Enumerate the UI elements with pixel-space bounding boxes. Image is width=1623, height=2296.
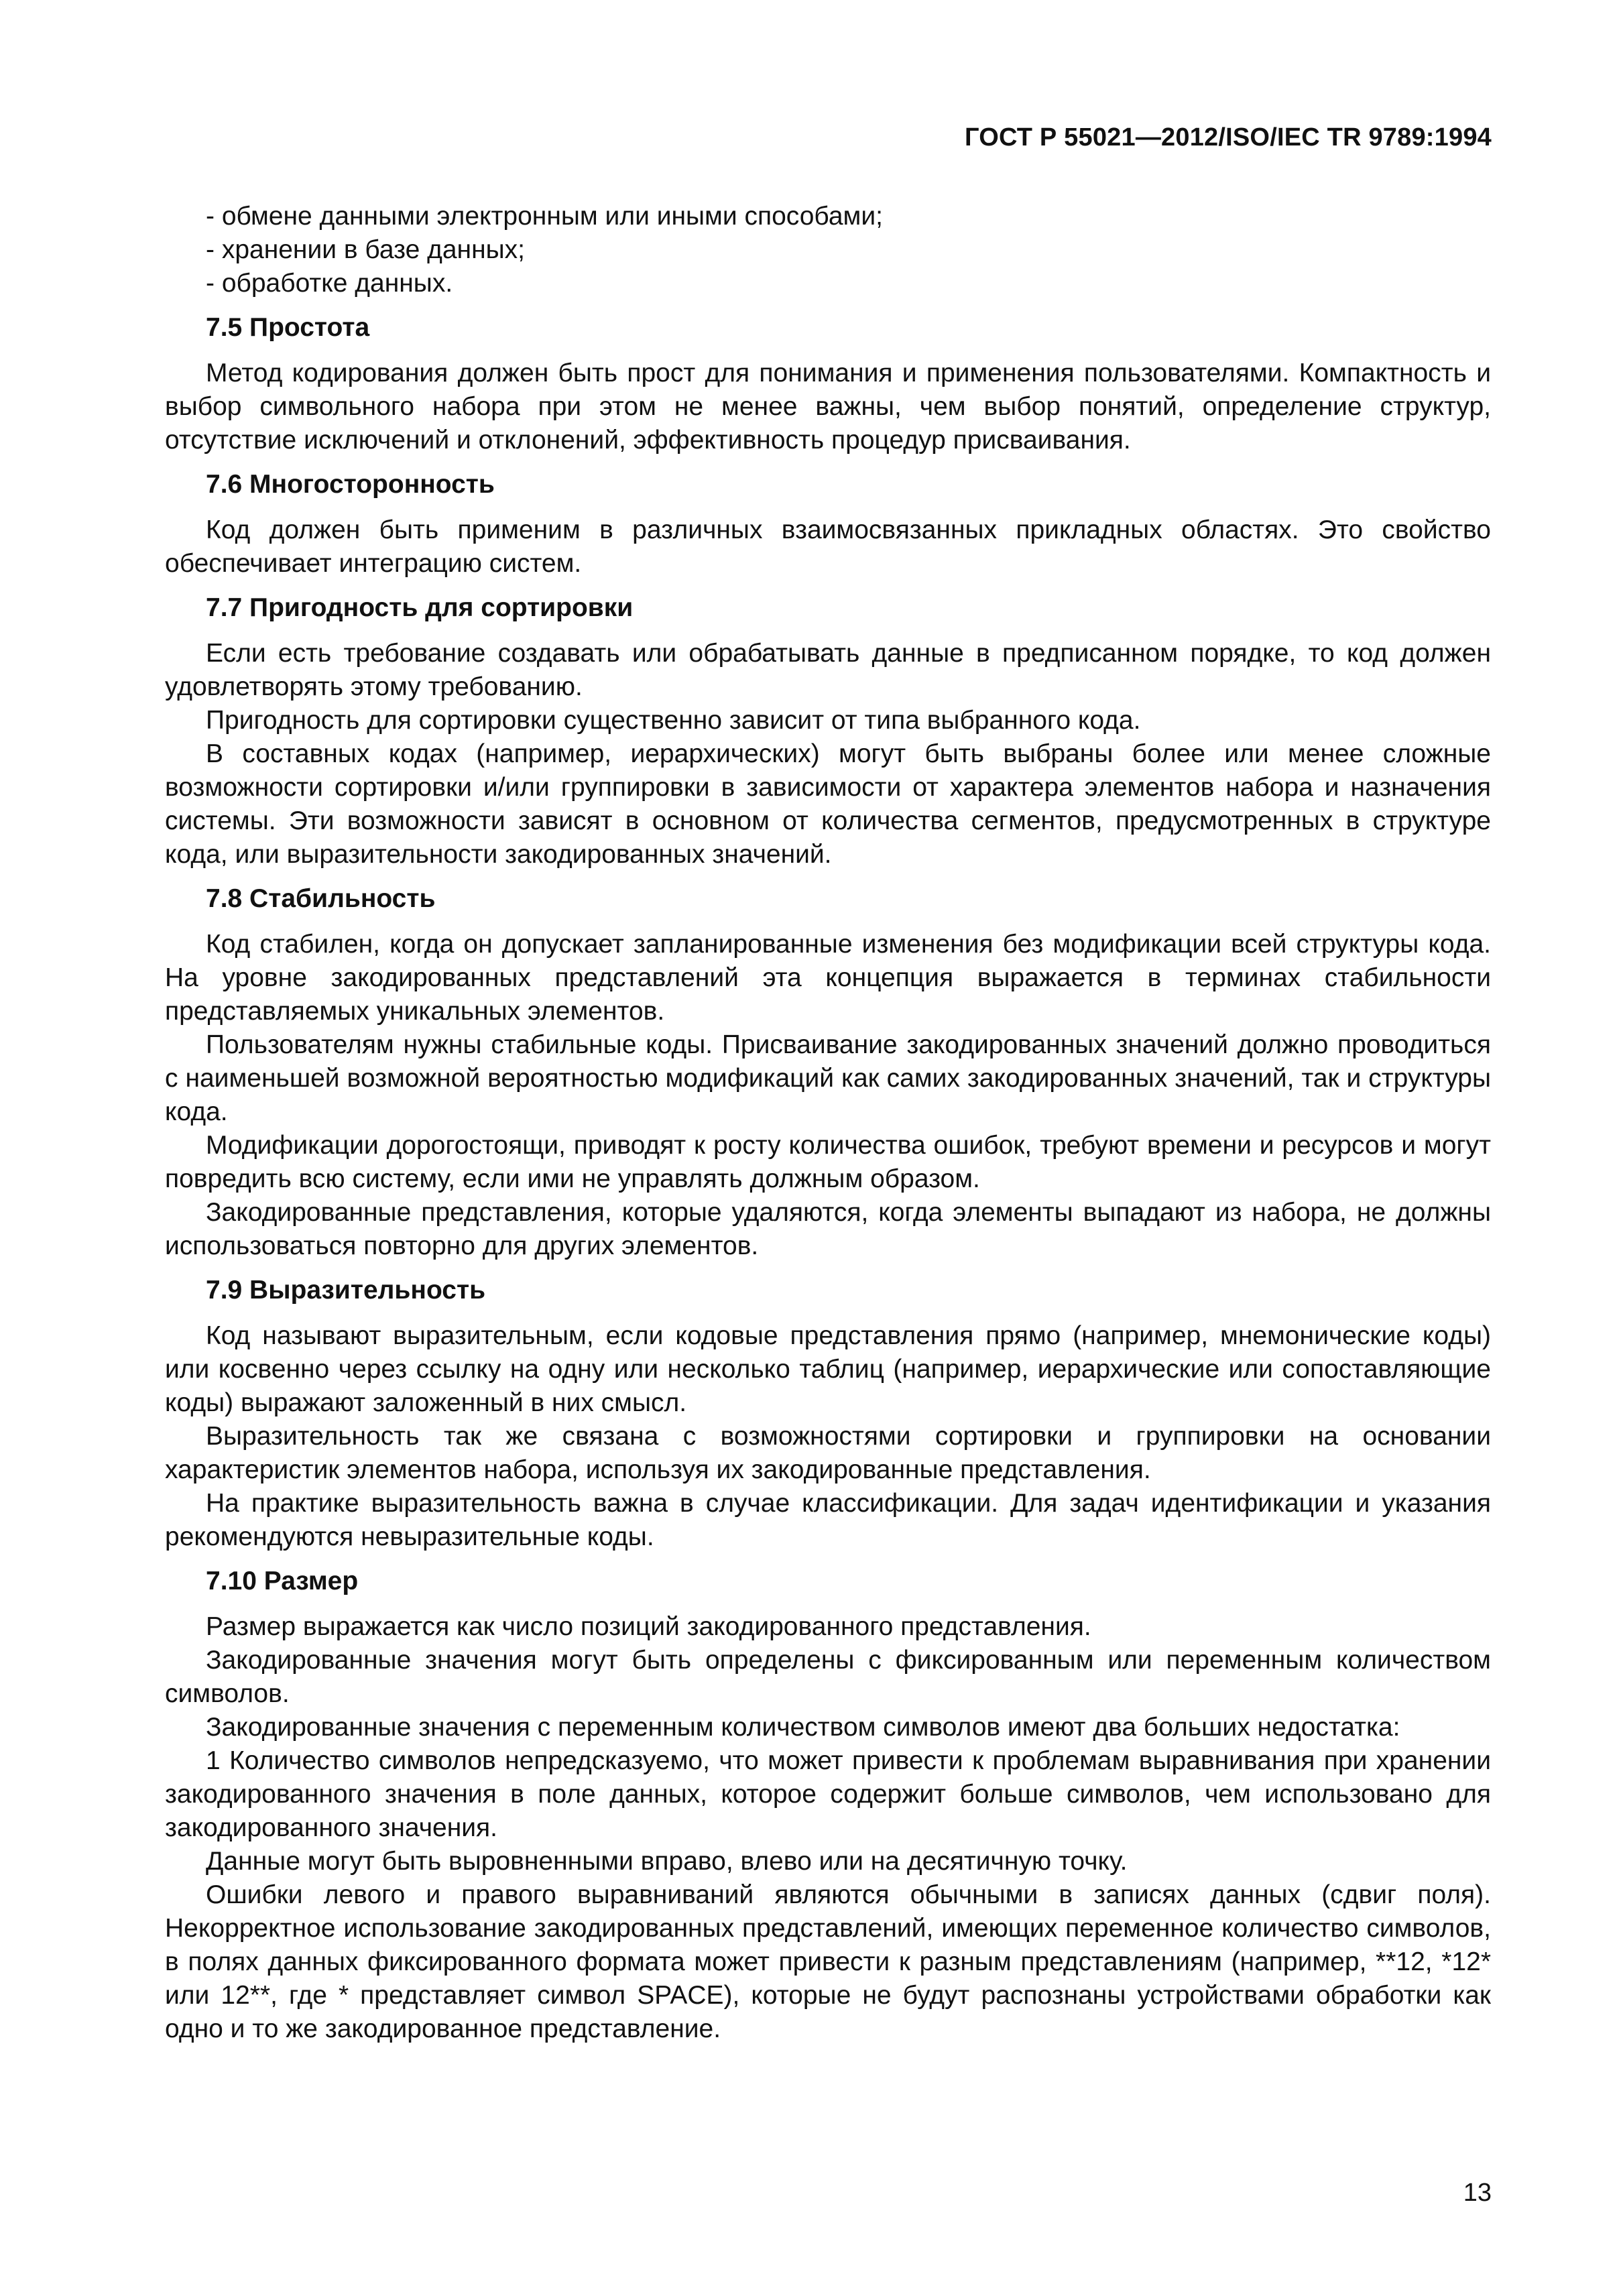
- paragraph: Выразительность так же связана с возможностями сортировки и группировки на основании характеристик элементов набора, используя их закодированные представления.: [165, 1422, 1491, 1484]
- section-heading: 7.7 Пригодность для сортировки: [206, 593, 634, 622]
- list-item: - обработке данных.: [206, 269, 453, 298]
- page-number: 13: [1463, 2179, 1492, 2207]
- document-code-header: ГОСТ Р 55021—2012/ISO/IEC TR 9789:1994: [965, 123, 1492, 152]
- intro-list: [165, 200, 1491, 300]
- section-heading: 7.10 Размер: [206, 1567, 359, 1595]
- paragraph: На практике выразительность важна в случае классификации. Для задач идентификации и указания рекомендуются невыразительные коды.: [165, 1489, 1491, 1551]
- section-heading: 7.8 Стабильность: [206, 884, 436, 913]
- paragraph: Код должен быть применим в различных взаимосвязанных прикладных областях. Это свойство обеспечивает интеграцию систем.: [165, 516, 1491, 578]
- paragraph: Пользователям нужны стабильные коды. Присваивание закодированных значений должно проводиться с наименьшей возможной вероятностью модификаций как самих закодированных значений, так и структуры кода.: [165, 1030, 1491, 1126]
- paragraph: Метод кодирования должен быть прост для понимания и применения пользователями. Компактность и выбор символьного набора при этом не менее важны, чем выбор понятий, определение структур, отсутствие исключений и отклонений, эффективность процедур присваивания.: [165, 359, 1491, 455]
- paragraph: Пригодность для сортировки существенно зависит от типа выбранного кода.: [206, 706, 1141, 735]
- paragraph: 1 Количество символов непредсказуемо, что может привести к проблемам выравнивания при хранении закодированного значения в поле данных, которое содержит больше символов, чем использовано для закодированного значения.: [165, 1746, 1491, 1842]
- paragraph: Размер выражается как число позиций закодированного представления.: [206, 1612, 1091, 1641]
- paragraph: Закодированные значения с переменным количеством символов имеют два больших недостатка:: [206, 1713, 1400, 1742]
- section-heading: 7.9 Выразительность: [206, 1276, 486, 1305]
- section-7-6: [165, 468, 1491, 581]
- section-heading: 7.6 Многосторонность: [206, 470, 495, 499]
- paragraph: Ошибки левого и правого выравниваний являются обычными в записях данных (сдвиг поля). Некорректное использование закодированных представлений, имеющих переменное количество символов, в полях данных фиксированного формата может привести к разным представлениям (например, **12, *12* или 12**, где * представляет символ SPACE), которые не будут распознаны устройствами обработки как одно и то же закодированное представление.: [165, 1880, 1491, 2043]
- document-body: [165, 200, 1491, 2046]
- paragraph: Данные могут быть выровненными вправо, влево или на десятичную точку.: [206, 1847, 1128, 1876]
- list-item: - хранении в базе данных;: [206, 235, 525, 264]
- section-7-10: [165, 1565, 1491, 2046]
- section-7-9: [165, 1274, 1491, 1554]
- paragraph: Закодированные значения могут быть определены с фиксированным или переменным количеством символов.: [165, 1646, 1491, 1708]
- paragraph: Код называют выразительным, если кодовые представления прямо (например, мнемонические коды) или косвенно через ссылку на одну или несколько таблиц (например, иерархические или сопоставляющие коды) выражают заложенный в них смысл.: [165, 1321, 1491, 1417]
- section-7-7: [165, 591, 1491, 871]
- paragraph: Закодированные представления, которые удаляются, когда элементы выпадают из набора, не должны использоваться повторно для других элементов.: [165, 1198, 1491, 1260]
- list-item: - обмене данными электронным или иными способами;: [206, 202, 883, 231]
- paragraph: В составных кодах (например, иерархических) могут быть выбраны более или менее сложные возможности сортировки и/или группировки в зависимости от характера элементов набора и назначения системы. Эти возможности зависят в основном от количества сегментов, предусмотренных в структуре кода, или выразительности закодированных значений.: [165, 739, 1491, 869]
- section-heading: 7.5 Простота: [206, 313, 370, 342]
- paragraph: Код стабилен, когда он допускает запланированные изменения без модификации всей структуры кода. На уровне закодированных представлений эта концепция выражается в терминах стабильности представляемых уникальных элементов.: [165, 930, 1491, 1026]
- paragraph: Если есть требование создавать или обрабатывать данные в предписанном порядке, то код должен удовлетворять этому требованию.: [165, 639, 1491, 701]
- section-7-8: [165, 882, 1491, 1263]
- paragraph: Модификации дорогостоящи, приводят к росту количества ошибок, требуют времени и ресурсов и могут повредить всю систему, если ими не управлять должным образом.: [165, 1131, 1491, 1193]
- section-7-5: [165, 311, 1491, 457]
